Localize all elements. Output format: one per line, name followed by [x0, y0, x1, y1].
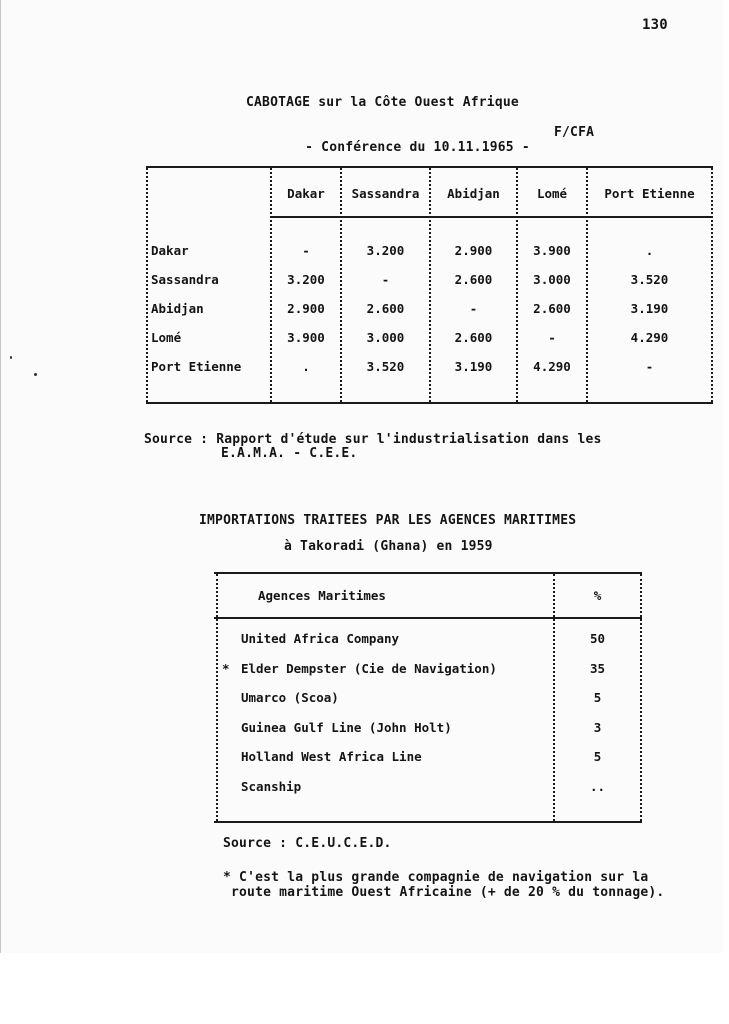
footnote: * C'est la plus grande compagnie de navigation sur la: [223, 870, 649, 885]
agency-name: Holland West Africa Line: [241, 749, 422, 764]
row-label: Dakar: [151, 243, 189, 258]
agency-name: United Africa Company: [241, 631, 400, 646]
table-cell: 3.190: [454, 359, 493, 374]
table-cell: -: [469, 301, 478, 316]
column-header: Lomé: [536, 186, 568, 201]
table-cell: 2.600: [366, 301, 405, 316]
column-header: Agences Maritimes: [258, 588, 386, 603]
column-header: Port Etienne: [604, 186, 695, 201]
source-note: Source : Rapport d'étude sur l'industrialisation dans les: [144, 432, 602, 447]
row-label: Port Etienne: [151, 359, 242, 374]
cabotage-table: [146, 166, 713, 406]
section1-title: CABOTAGE sur la Côte Ouest Afrique: [246, 95, 519, 110]
agency-name: Umarco (Scoa): [241, 690, 339, 705]
table-cell: -: [381, 272, 390, 287]
table-cell: .: [302, 359, 310, 374]
row-label: Sassandra: [151, 272, 219, 287]
column-header: %: [593, 588, 602, 603]
source-note: Source : C.E.U.C.E.D.: [223, 836, 392, 851]
table-cell: 3.520: [366, 359, 405, 374]
scan-speck: [10, 356, 12, 359]
table-cell: 3.000: [366, 330, 405, 345]
table-border-top: [214, 572, 642, 574]
row-label: Abidjan: [151, 301, 204, 316]
agencies-table: [214, 572, 642, 824]
table-cell: 4.290: [630, 330, 669, 345]
source-note-continued: E.A.M.A. - C.E.E.: [221, 446, 358, 461]
column-header: Dakar: [287, 186, 325, 201]
footnote-continued: route maritime Ouest Africaine (+ de 20 % du tonnage).: [231, 885, 665, 900]
table-cell: 2.900: [454, 243, 493, 258]
header-divider: [270, 216, 713, 218]
table-cell: -: [302, 243, 310, 258]
header-divider: [214, 617, 642, 619]
table-cell: 3.900: [287, 330, 325, 345]
table-border-bottom: [146, 402, 713, 404]
table-cell: 4.290: [533, 359, 571, 374]
col-divider: [146, 168, 148, 402]
page-number: 130: [642, 17, 668, 33]
col-divider: [216, 574, 218, 821]
percentage-value: 35: [589, 660, 606, 676]
col-divider: [640, 574, 642, 821]
scan-speck: [34, 373, 37, 376]
section2-title: IMPORTATIONS TRAITEES PAR LES AGENCES MARITIMES: [199, 513, 577, 528]
footnote-marker: *: [222, 660, 230, 676]
row-label: Lomé: [151, 330, 182, 345]
agency-name: Elder Dempster (Cie de Navigation): [241, 660, 497, 676]
table-cell: 3.900: [533, 243, 571, 258]
table-cell: 3.200: [287, 272, 325, 287]
percentage-value: 5: [593, 690, 602, 705]
percentage-value: 5: [593, 749, 602, 764]
percentage-value: 3: [593, 719, 602, 735]
table-cell: 3.200: [366, 243, 405, 258]
section2-subtitle: à Takoradi (Ghana) en 1959: [284, 539, 493, 554]
currency-unit: F/CFA: [554, 125, 595, 140]
agency-name: Scanship: [241, 778, 302, 794]
col-divider: [711, 168, 713, 402]
section1-subtitle-text: - Conférence du 10.11.1965 -: [305, 140, 530, 155]
percentage-value: ..: [589, 778, 606, 794]
table-cell: .: [645, 243, 654, 258]
table-cell: 2.600: [454, 330, 493, 345]
column-header: Abidjan: [447, 186, 500, 201]
table-cell: 2.600: [533, 301, 571, 316]
table-cell: -: [548, 330, 556, 345]
table-border-bottom: [214, 821, 642, 823]
agency-name: Guinea Gulf Line (John Holt): [241, 719, 452, 735]
table-cell: 3.190: [630, 301, 669, 316]
table-cell: 2.900: [287, 301, 325, 316]
column-header: Sassandra: [351, 186, 420, 201]
table-cell: 2.600: [454, 272, 493, 287]
percentage-value: 50: [589, 631, 606, 646]
table-cell: -: [645, 359, 654, 374]
table-cell: 3.000: [533, 272, 571, 287]
table-cell: 3.520: [630, 272, 669, 287]
